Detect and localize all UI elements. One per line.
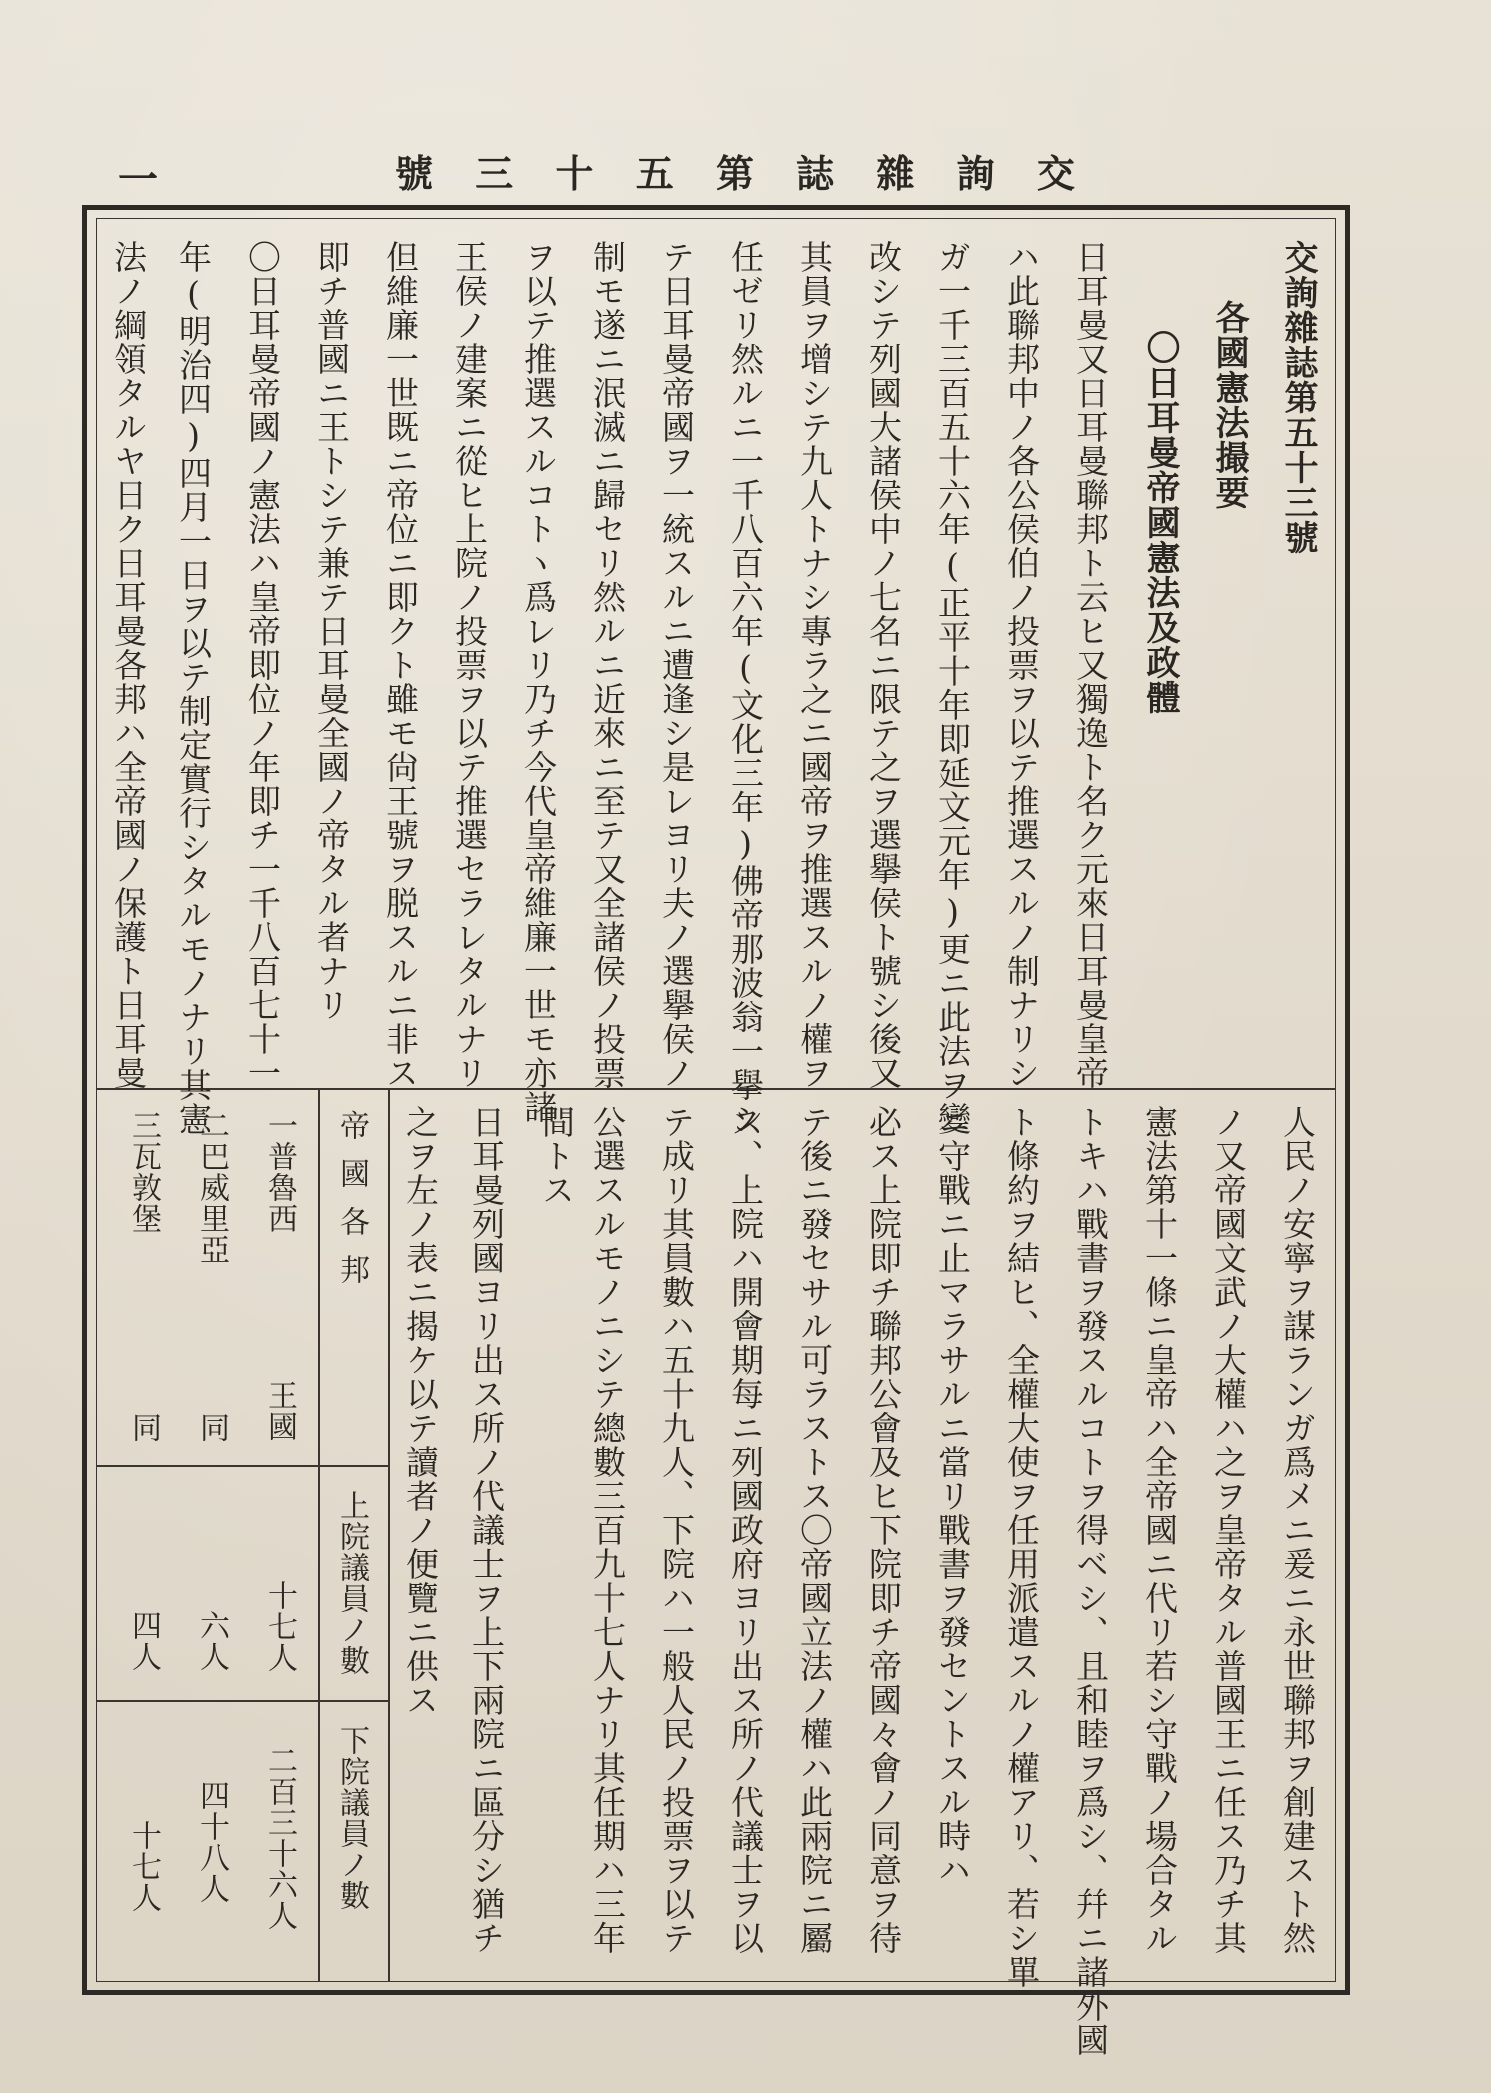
text-column: ニ守戰ニ止マラサルニ當リ戰書ヲ發セントスル時ハ [933, 1105, 972, 1887]
text-column: 必ス上院即チ聯邦公會及ヒ下院即チ帝國々會ノ同意ヲ待 [864, 1105, 903, 1955]
text-column: テ日耳曼帝國ヲ一統スルニ遭逢シ是レヨリ夫ノ選擧侯ノ [657, 240, 696, 1090]
text-column: 公選スルモノニシテ總數三百九十七人ナリ其任期ハ三年 [588, 1105, 627, 1955]
text-column: 年(明治四)四月一日ヲ以テ制定實行シタルモノナリ其憲 [174, 240, 213, 1136]
table-header-states: 帝國各邦 [334, 1110, 369, 1302]
text-column: トキハ戰書ヲ發スルコトヲ得ベシ、且和睦ヲ爲シ、幷ニ諸外國 [1071, 1105, 1110, 2057]
table-row-upper: 十七人 [262, 1580, 297, 1673]
header-char: 詢 [956, 150, 995, 196]
table-rule [96, 1700, 388, 1702]
table-row-name: 一普魯西 [262, 1110, 297, 1234]
issue-title: 交詢雜誌第五十三號 [1278, 240, 1318, 555]
table-row-lower: 二百三十六人 [262, 1745, 297, 1931]
text-column: 即チ普國ニ王トシテ兼テ日耳曼全國ノ帝タル者ナリ [312, 240, 351, 1022]
text-column: ト條約ヲ結ヒ、全權大使ヲ任用派遣スルノ權アリ、若シ單 [1002, 1105, 1041, 1989]
section-title: 各國憲法撮要 [1209, 300, 1249, 510]
text-column: テ後ニ發セサル可ラストス〇帝國立法ノ權ハ此兩院ニ屬 [795, 1105, 834, 1955]
header-char: 五 [635, 150, 674, 196]
header-char: 十 [555, 150, 594, 196]
header-char: 交 [1036, 150, 1075, 196]
text-column: ノ又帝國文武ノ大權ハ之ヲ皇帝タル普國王ニ任ス乃チ其 [1209, 1105, 1248, 1955]
running-header [395, 140, 1075, 200]
text-column: 之ヲ左ノ表ニ揭ケ以テ讀者ノ便覽ニ供ス [401, 1105, 440, 1717]
text-column: 其員ヲ增シテ九人トナシ專ラ之ニ國帝ヲ推選スルノ權ヲ [795, 240, 834, 1090]
table-rule [96, 1465, 388, 1467]
text-column: ヲ以テ推選スルコトヽ爲レリ乃チ今代皇帝維廉一世モ亦諸 [519, 240, 558, 1124]
text-column: 法ノ綱領タルヤ日ク日耳曼各邦ハ全帝國ノ保護ト日耳曼 [109, 240, 148, 1090]
text-column: 〇日耳曼帝國ノ憲法ハ皇帝即位ノ年即チ一千八百七十一 [243, 240, 282, 1090]
text-column: 制モ遂ニ泯滅ニ歸セリ然ルニ近來ニ至テ又全諸侯ノ投票 [588, 240, 627, 1090]
table-row-name: 二巴威里亞 [194, 1110, 229, 1265]
table-row-upper: 六人 [194, 1610, 229, 1672]
text-column: 王侯ノ建案ニ從ヒ上院ノ投票ヲ以テ推選セラレタルナリ [450, 240, 489, 1090]
text-column: 但維廉一世既ニ帝位ニ即クト雖モ尙王號ヲ脱スルニ非ス [381, 240, 420, 1090]
text-column: 間トス [537, 1105, 576, 1207]
text-column: 人民ノ安寧ヲ謀ランガ爲メニ爰ニ永世聯邦ヲ創建スト然 [1278, 1105, 1317, 1955]
header-char: 第 [715, 150, 754, 196]
table-rule [318, 1088, 320, 1982]
text-column: ス、上院ハ開會期每ニ列國政府ヨリ出ス所ノ代議士ヲ以 [726, 1105, 765, 1955]
text-column: テ成リ其員數ハ五十九人、下院ハ一般人民ノ投票ヲ以テ [657, 1105, 696, 1955]
text-column: 改シテ列國大諸侯中ノ七名ニ限テ之ヲ選擧侯ト號シ後又 [864, 240, 903, 1090]
text-column: 憲法第十一條ニ皇帝ハ全帝國ニ代リ若シ守戰ノ場合タル [1140, 1105, 1179, 1955]
header-char: 誌 [796, 150, 835, 196]
header-char: 三 [475, 150, 514, 196]
text-column: ハ此聯邦中ノ各公侯伯ノ投票ヲ以テ推選スルノ制ナリシ [1002, 240, 1041, 1090]
table-row-kind: 王國 [262, 1380, 297, 1442]
table-row-name: 三瓦敦堡 [126, 1110, 161, 1234]
table-rule [388, 1088, 390, 1982]
text-column: 日耳曼又日耳曼聯邦ト云ヒ又獨逸ト名ク元來日耳曼皇帝 [1071, 240, 1110, 1090]
table-row-upper: 四人 [126, 1610, 161, 1672]
article-title: 〇日耳曼帝國憲法及政體 [1140, 330, 1180, 715]
header-char: 雜 [876, 150, 915, 196]
table-row-lower: 十七人 [126, 1820, 161, 1913]
table-header-upper: 上院議員ノ數 [334, 1490, 369, 1676]
table-row-kind: 同 [194, 1412, 229, 1443]
table-row-kind: 同 [126, 1412, 161, 1443]
table-header-lower: 下院議員ノ數 [334, 1725, 369, 1911]
table-row-lower: 四十八人 [194, 1780, 229, 1904]
text-column: ガ一千三百五十六年(正平十年即延文元年)更ニ此法ヲ變 [933, 240, 972, 1136]
text-column: 任ゼリ然ルニ一千八百六年(文化三年)佛帝那波翁一擧シ [726, 240, 765, 1136]
header-char: 號 [395, 150, 434, 196]
page-number: 一 [118, 156, 158, 203]
text-column: 日耳曼列國ヨリ出ス所ノ代議士ヲ上下兩院ニ區分シ猶チ [467, 1105, 506, 1955]
